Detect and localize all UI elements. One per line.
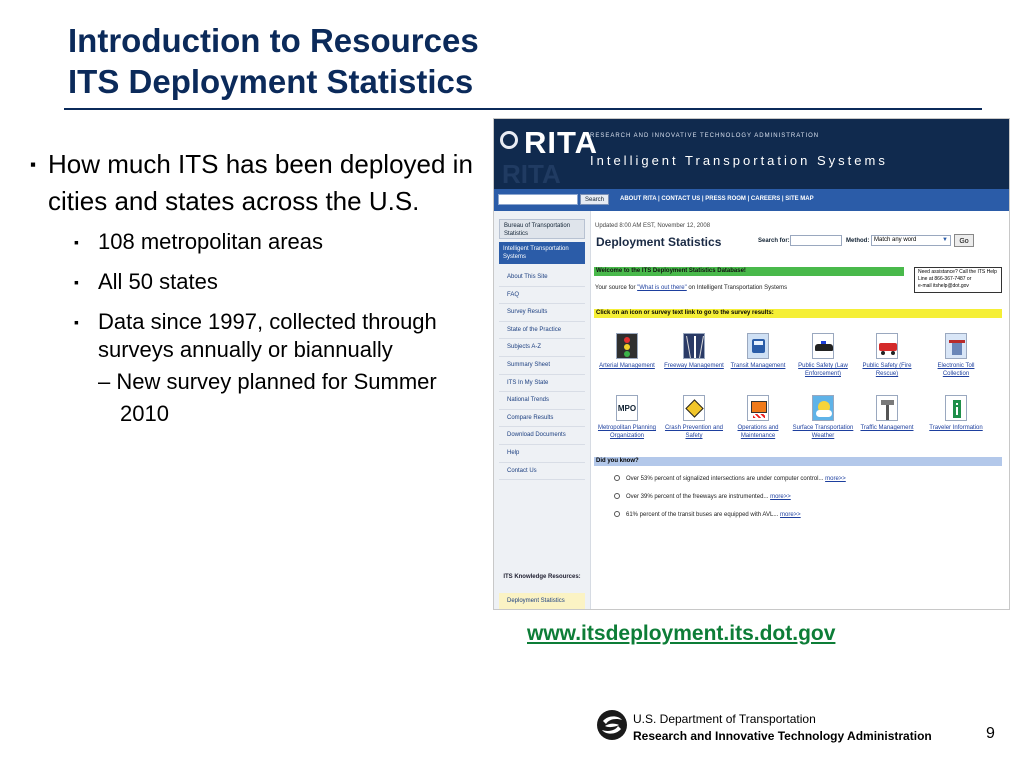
sidebar-item[interactable]: Contact Us (499, 463, 585, 481)
sidebar-menu (499, 269, 585, 480)
sub-bullet-text: Data since 1997, collected through surveys annually or biannually (98, 309, 437, 362)
method-select[interactable] (871, 235, 951, 246)
freeway-icon (683, 333, 705, 359)
facts-list (614, 475, 846, 529)
traffic-camera-icon (876, 395, 898, 421)
tile-label: Transit Management (730, 363, 786, 369)
click-instruction-bar: Click on an icon or survey text link to go to the survey results: (594, 309, 1002, 318)
bullet-marker-icon: ▪ (30, 155, 37, 174)
toll-booth-icon (945, 333, 967, 359)
sidebar-item[interactable]: National Trends (499, 392, 585, 410)
source-prefix: Your source for (595, 285, 638, 291)
its-deployment-url-link[interactable]: www.itsdeployment.its.dot.gov (527, 622, 836, 645)
help-line: Line at 866-367-7487 or (918, 276, 972, 282)
tile-public-safety-fire[interactable] (855, 333, 919, 378)
knowledge-resources-heading: ITS Knowledge Resources: (503, 574, 581, 580)
help-line: Need assistance? Call the ITS Help (918, 269, 997, 275)
did-you-know-bar: Did you know? (594, 457, 1002, 466)
sidebar-item[interactable]: Subjects A-Z (499, 339, 585, 357)
tile-label: Operations and Maintenance (737, 425, 779, 439)
tile-public-safety-law[interactable] (791, 333, 855, 378)
tile-freeway-management[interactable] (662, 333, 726, 370)
tile-label: Traffic Management (860, 425, 914, 431)
tile-label: Electronic Toll Collection (937, 363, 975, 377)
website-screenshot (493, 118, 1010, 610)
go-button[interactable]: Go (954, 234, 974, 247)
site-search-input[interactable] (498, 194, 578, 205)
method-label: Method: (846, 238, 870, 244)
bullet-main-text: How much ITS has been deployed in cities and states across the U.S. (48, 149, 473, 216)
more-link[interactable]: more>> (780, 512, 801, 518)
tile-traffic-management[interactable] (855, 395, 919, 432)
rita-logo[interactable]: RITA (524, 125, 599, 160)
tile-label: Public Safety (Fire Rescue) (862, 363, 912, 377)
slide-title-line1: Introduction to Resources (68, 22, 479, 59)
help-box (914, 267, 1002, 293)
tile-label: Metropolitan Planning Organization (597, 425, 657, 439)
sidebar-its[interactable]: Intelligent Transportation Systems (499, 242, 585, 264)
what-is-out-there-link[interactable]: "What is out there" (637, 285, 687, 291)
sidebar-item[interactable]: FAQ (499, 287, 585, 305)
title-divider (64, 108, 982, 110)
tile-label: Arterial Management (599, 363, 655, 369)
fact-item (614, 511, 846, 519)
bullet-list (30, 146, 485, 442)
site-nav-bar (494, 189, 1009, 211)
slide-title (68, 20, 479, 102)
site-search-button[interactable]: Search (580, 194, 609, 205)
sidebar-item[interactable]: ITS In My State (499, 375, 585, 393)
fact-text: 61% percent of the transit buses are equipped with AVL... (626, 512, 779, 518)
tile-label: Traveler Information (929, 425, 983, 431)
sub-bullet-text: All 50 states (98, 269, 218, 294)
fact-text: Over 53% percent of signalized intersections are under computer control... (626, 476, 824, 482)
tile-label: Freeway Management (664, 363, 724, 369)
sidebar-item[interactable]: Compare Results (499, 410, 585, 428)
sidebar-item[interactable]: Download Documents (499, 427, 585, 445)
search-for-label: Search for: (758, 238, 790, 244)
sidebar-item[interactable]: Help (499, 445, 585, 463)
search-for-input[interactable] (790, 235, 842, 246)
weather-icon (812, 395, 834, 421)
traffic-light-icon (616, 333, 638, 359)
sidebar-bts[interactable]: Bureau of Transportation Statistics (499, 219, 585, 239)
tile-label: Public Safety (Law Enforcement) (798, 363, 848, 377)
footer-administration: Research and Innovative Technology Administration (633, 729, 932, 743)
tile-transit-management[interactable] (726, 333, 790, 370)
sidebar-item[interactable]: State of the Practice (499, 322, 585, 340)
rita-full-name: RESEARCH AND INNOVATIVE TECHNOLOGY ADMINISTRATION (590, 133, 820, 139)
more-link[interactable]: more>> (770, 494, 791, 500)
source-line (595, 285, 787, 291)
tile-label: Surface Transportation Weather (792, 425, 854, 439)
rita-swoosh-icon (500, 131, 518, 149)
knowledge-menu (499, 593, 585, 610)
welcome-bar: Welcome to the ITS Deployment Statistics Database! (594, 267, 904, 276)
tile-operations-maintenance[interactable] (726, 395, 790, 440)
sub-bullet-marker-icon: ▪ (74, 234, 79, 250)
fact-item (614, 475, 846, 483)
fire-truck-icon (876, 333, 898, 359)
tile-surface-weather[interactable] (791, 395, 855, 440)
sub-bullet (74, 228, 485, 256)
updated-timestamp: Updated 8:00 AM EST, November 12, 2008 (595, 223, 711, 229)
bus-icon (747, 333, 769, 359)
sub-sub-bullet: – New survey planned for Summer 2010 (98, 369, 437, 426)
tile-crash-prevention[interactable] (662, 395, 726, 440)
site-header (494, 119, 1009, 189)
sub-bullet-text: 108 metropolitan areas (98, 229, 324, 254)
tile-mpo[interactable] (595, 395, 659, 440)
info-sign-icon (945, 395, 967, 421)
tile-arterial-management[interactable] (595, 333, 659, 370)
method-select-value: Match any word (874, 237, 917, 243)
rita-logo-reflection: RITA (502, 159, 561, 189)
fact-text: Over 39% percent of the freeways are instrumented... (626, 494, 769, 500)
page-number: 9 (986, 725, 995, 742)
fact-item (614, 493, 846, 501)
its-header-title: Intelligent Transportation Systems (590, 153, 888, 168)
sub-bullet-marker-icon: ▪ (74, 314, 79, 330)
slide-title-line2: ITS Deployment Statistics (68, 63, 474, 100)
site-sidebar (494, 211, 591, 609)
knowledge-item-active[interactable]: Deployment Statistics (499, 593, 585, 610)
sub-bullet-list (74, 228, 485, 430)
site-nav-links[interactable]: ABOUT RITA | CONTACT US | PRESS ROOM | CAREERS | SITE MAP (620, 196, 814, 202)
more-link[interactable]: more>> (825, 476, 846, 482)
fact-bullet-icon (614, 493, 620, 499)
fact-bullet-icon (614, 511, 620, 517)
sub-bullet (74, 268, 485, 296)
warning-sign-icon (683, 395, 705, 421)
construction-sign-icon (747, 395, 769, 421)
tile-label: Crash Prevention and Safety (664, 425, 724, 439)
chevron-down-icon: ▼ (942, 237, 948, 243)
police-car-icon (812, 333, 834, 359)
sidebar-item[interactable]: About This Site (499, 269, 585, 287)
sidebar-item[interactable]: Summary Sheet (499, 357, 585, 375)
sub-bullet (74, 308, 485, 430)
site-page-title: Deployment Statistics (596, 235, 722, 249)
sub-bullet-marker-icon: ▪ (74, 274, 79, 290)
mpo-icon: MPO (616, 395, 638, 421)
help-line: e-mail itshelp@dot.gov (918, 283, 969, 289)
fact-bullet-icon (614, 475, 620, 481)
tile-electronic-toll[interactable] (924, 333, 988, 378)
sidebar-item[interactable]: Survey Results (499, 304, 585, 322)
bullet-main (30, 146, 485, 220)
usdot-logo-icon (596, 709, 628, 741)
tile-traveler-information[interactable] (924, 395, 988, 432)
source-suffix: on Intelligent Transportation Systems (686, 285, 788, 291)
footer-department: U.S. Department of Transportation (633, 712, 816, 726)
